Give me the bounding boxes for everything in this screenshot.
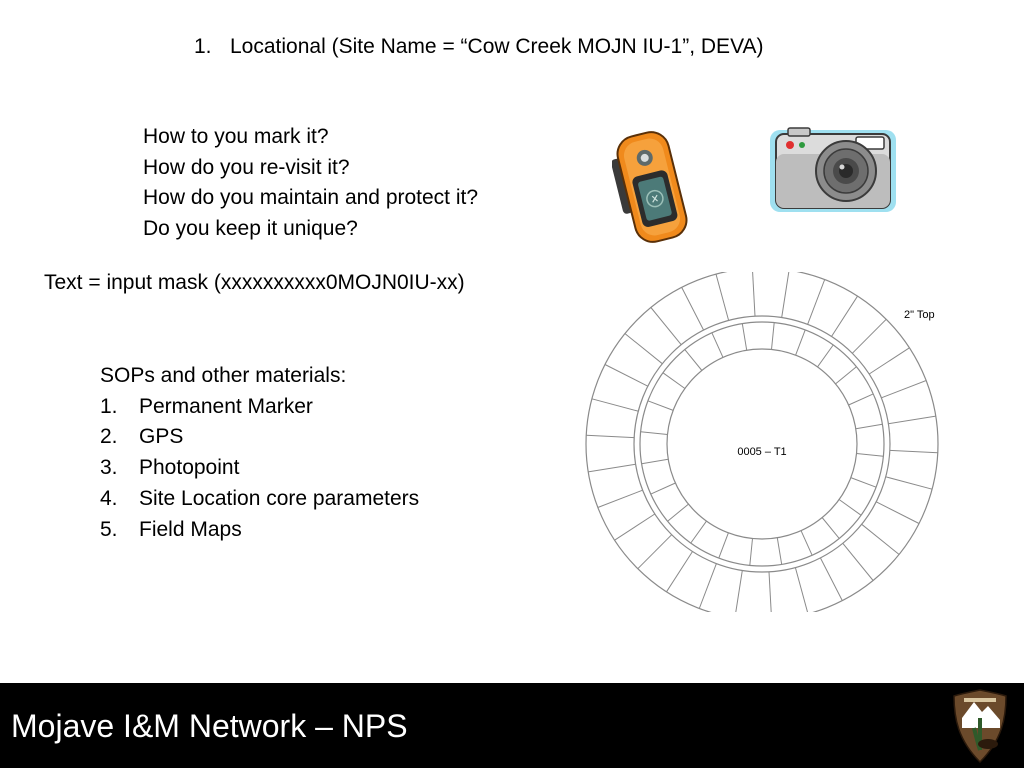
question-list xyxy=(143,122,478,244)
title-number: 1. xyxy=(194,35,212,58)
outer-ring-edge xyxy=(586,272,938,612)
marker-ring-dividers xyxy=(586,272,938,612)
sops-item: 3. Photopoint xyxy=(100,456,240,480)
question-item: How do you re-visit it? xyxy=(143,155,350,179)
title-text: Locational (Site Name = “Cow Creek MOJN IU-1”, DEVA) xyxy=(230,35,764,58)
camera-icon xyxy=(768,124,898,214)
nps-arrowhead-logo xyxy=(950,688,1010,764)
sops-list xyxy=(100,361,419,545)
marker-top-label: 2" Top xyxy=(904,309,935,321)
sops-item: 2. GPS xyxy=(100,425,184,449)
question-item: How to you mark it? xyxy=(143,125,329,148)
input-mask-text: Text = input mask (xxxxxxxxxx0MOJN0IU-xx) xyxy=(44,271,465,294)
inner-ring-inner-edge xyxy=(667,349,857,539)
sops-item: 1. Permanent Marker xyxy=(100,394,313,418)
inner-ring-outer-edge xyxy=(640,322,884,566)
question-item: How do you maintain and protect it? xyxy=(143,186,479,209)
sops-item: 4. Site Location core parameters xyxy=(100,486,420,510)
marker-cap-diagram xyxy=(584,272,944,612)
footer-text: Mojave I&M Network – NPS xyxy=(11,708,408,744)
footer-bar xyxy=(0,683,1024,768)
outer-ring-inner-edge xyxy=(634,316,890,572)
sops-heading: SOPs and other materials: xyxy=(100,364,347,387)
gps-device-icon xyxy=(612,127,692,245)
slide-title xyxy=(194,35,764,59)
sops-item: 5. Field Maps xyxy=(100,517,242,541)
question-item: Do you keep it unique? xyxy=(143,216,358,240)
marker-center-label: 0005 – T1 xyxy=(737,446,787,458)
